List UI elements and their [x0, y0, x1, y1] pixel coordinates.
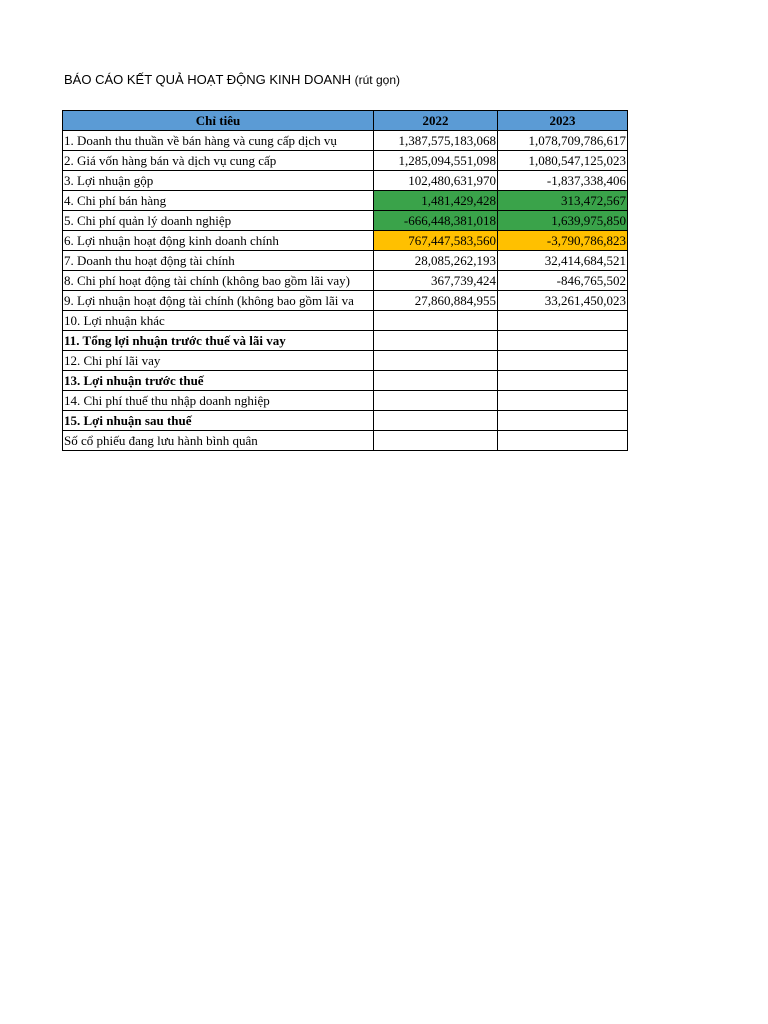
table-row	[63, 411, 628, 431]
cell-2023-highlighted[interactable]: 1,639,975,850	[498, 211, 628, 231]
header-cell-2023[interactable]: 2023	[498, 111, 628, 131]
row-label[interactable]: 2. Giá vốn hàng bán và dịch vụ cung cấp	[63, 151, 374, 171]
cell-2023[interactable]: 1,078,709,786,617	[498, 131, 628, 151]
cell-2023[interactable]	[498, 411, 628, 431]
table-row	[63, 171, 628, 191]
row-label[interactable]: 12. Chi phí lãi vay	[63, 351, 374, 371]
cell-2022-highlighted[interactable]: 1,481,429,428	[374, 191, 498, 211]
row-label[interactable]: 4. Chi phí bán hàng	[63, 191, 374, 211]
table-row	[63, 391, 628, 411]
table-row	[63, 211, 628, 231]
header-cell-2022[interactable]: 2022	[374, 111, 498, 131]
cell-2022[interactable]	[374, 411, 498, 431]
table-row	[63, 151, 628, 171]
cell-2023[interactable]	[498, 391, 628, 411]
header-row	[63, 111, 628, 131]
cell-2022[interactable]	[374, 391, 498, 411]
cell-2023[interactable]	[498, 331, 628, 351]
table-row	[63, 271, 628, 291]
report-title-main: BÁO CÁO KẾT QUẢ HOẠT ĐỘNG KINH DOANH	[64, 72, 352, 87]
row-label[interactable]: 7. Doanh thu hoạt động tài chính	[63, 251, 374, 271]
cell-2022-highlighted[interactable]: 767,447,583,560	[374, 231, 498, 251]
table-row	[63, 371, 628, 391]
table-row	[63, 431, 628, 451]
cell-2023-highlighted[interactable]: 313,472,567	[498, 191, 628, 211]
report-title	[64, 72, 400, 87]
row-label[interactable]: 3. Lợi nhuận gộp	[63, 171, 374, 191]
cell-2022[interactable]	[374, 431, 498, 451]
cell-2022[interactable]	[374, 331, 498, 351]
cell-2022[interactable]: 28,085,262,193	[374, 251, 498, 271]
table-row	[63, 191, 628, 211]
cell-2022-highlighted[interactable]: -666,448,381,018	[374, 211, 498, 231]
cell-2022[interactable]: 1,285,094,551,098	[374, 151, 498, 171]
row-label[interactable]: 1. Doanh thu thuần về bán hàng và cung cấp dịch vụ	[63, 131, 374, 151]
cell-2022[interactable]: 1,387,575,183,068	[374, 131, 498, 151]
cell-2022[interactable]: 367,739,424	[374, 271, 498, 291]
cell-2022[interactable]	[374, 371, 498, 391]
table-row	[63, 351, 628, 371]
row-label[interactable]: Số cổ phiếu đang lưu hành bình quân	[63, 431, 374, 451]
row-label[interactable]: 13. Lợi nhuận trước thuế	[63, 371, 374, 391]
row-label[interactable]: 15. Lợi nhuận sau thuế	[63, 411, 374, 431]
cell-2023[interactable]: 1,080,547,125,023	[498, 151, 628, 171]
table-row	[63, 131, 628, 151]
row-label[interactable]: 11. Tổng lợi nhuận trước thuế và lãi vay	[63, 331, 374, 351]
income-statement-table	[62, 110, 628, 451]
cell-2022[interactable]: 102,480,631,970	[374, 171, 498, 191]
row-label[interactable]: 6. Lợi nhuận hoạt động kinh doanh chính	[63, 231, 374, 251]
report-title-sub: (rút gọn)	[354, 73, 400, 87]
row-label[interactable]: 9. Lợi nhuận hoạt động tài chính (không bao gồm lãi va	[63, 291, 374, 311]
cell-2023[interactable]	[498, 431, 628, 451]
cell-2022[interactable]: 27,860,884,955	[374, 291, 498, 311]
table-row	[63, 291, 628, 311]
table-row	[63, 231, 628, 251]
table-row	[63, 251, 628, 271]
table-row	[63, 331, 628, 351]
cell-2023[interactable]: -846,765,502	[498, 271, 628, 291]
row-label[interactable]: 8. Chi phí hoạt động tài chính (không bao gồm lãi vay)	[63, 271, 374, 291]
cell-2023[interactable]	[498, 371, 628, 391]
cell-2022[interactable]	[374, 351, 498, 371]
cell-2023[interactable]	[498, 351, 628, 371]
cell-2023[interactable]: 32,414,684,521	[498, 251, 628, 271]
cell-2023[interactable]: -1,837,338,406	[498, 171, 628, 191]
cell-2022[interactable]	[374, 311, 498, 331]
cell-2023[interactable]: 33,261,450,023	[498, 291, 628, 311]
cell-2023-highlighted[interactable]: -3,790,786,823	[498, 231, 628, 251]
cell-2023[interactable]	[498, 311, 628, 331]
table-row	[63, 311, 628, 331]
row-label[interactable]: 14. Chi phí thuế thu nhập doanh nghiệp	[63, 391, 374, 411]
row-label[interactable]: 5. Chi phí quản lý doanh nghiệp	[63, 211, 374, 231]
header-cell-indicator[interactable]: Chỉ tiêu	[63, 111, 374, 131]
row-label[interactable]: 10. Lợi nhuận khác	[63, 311, 374, 331]
